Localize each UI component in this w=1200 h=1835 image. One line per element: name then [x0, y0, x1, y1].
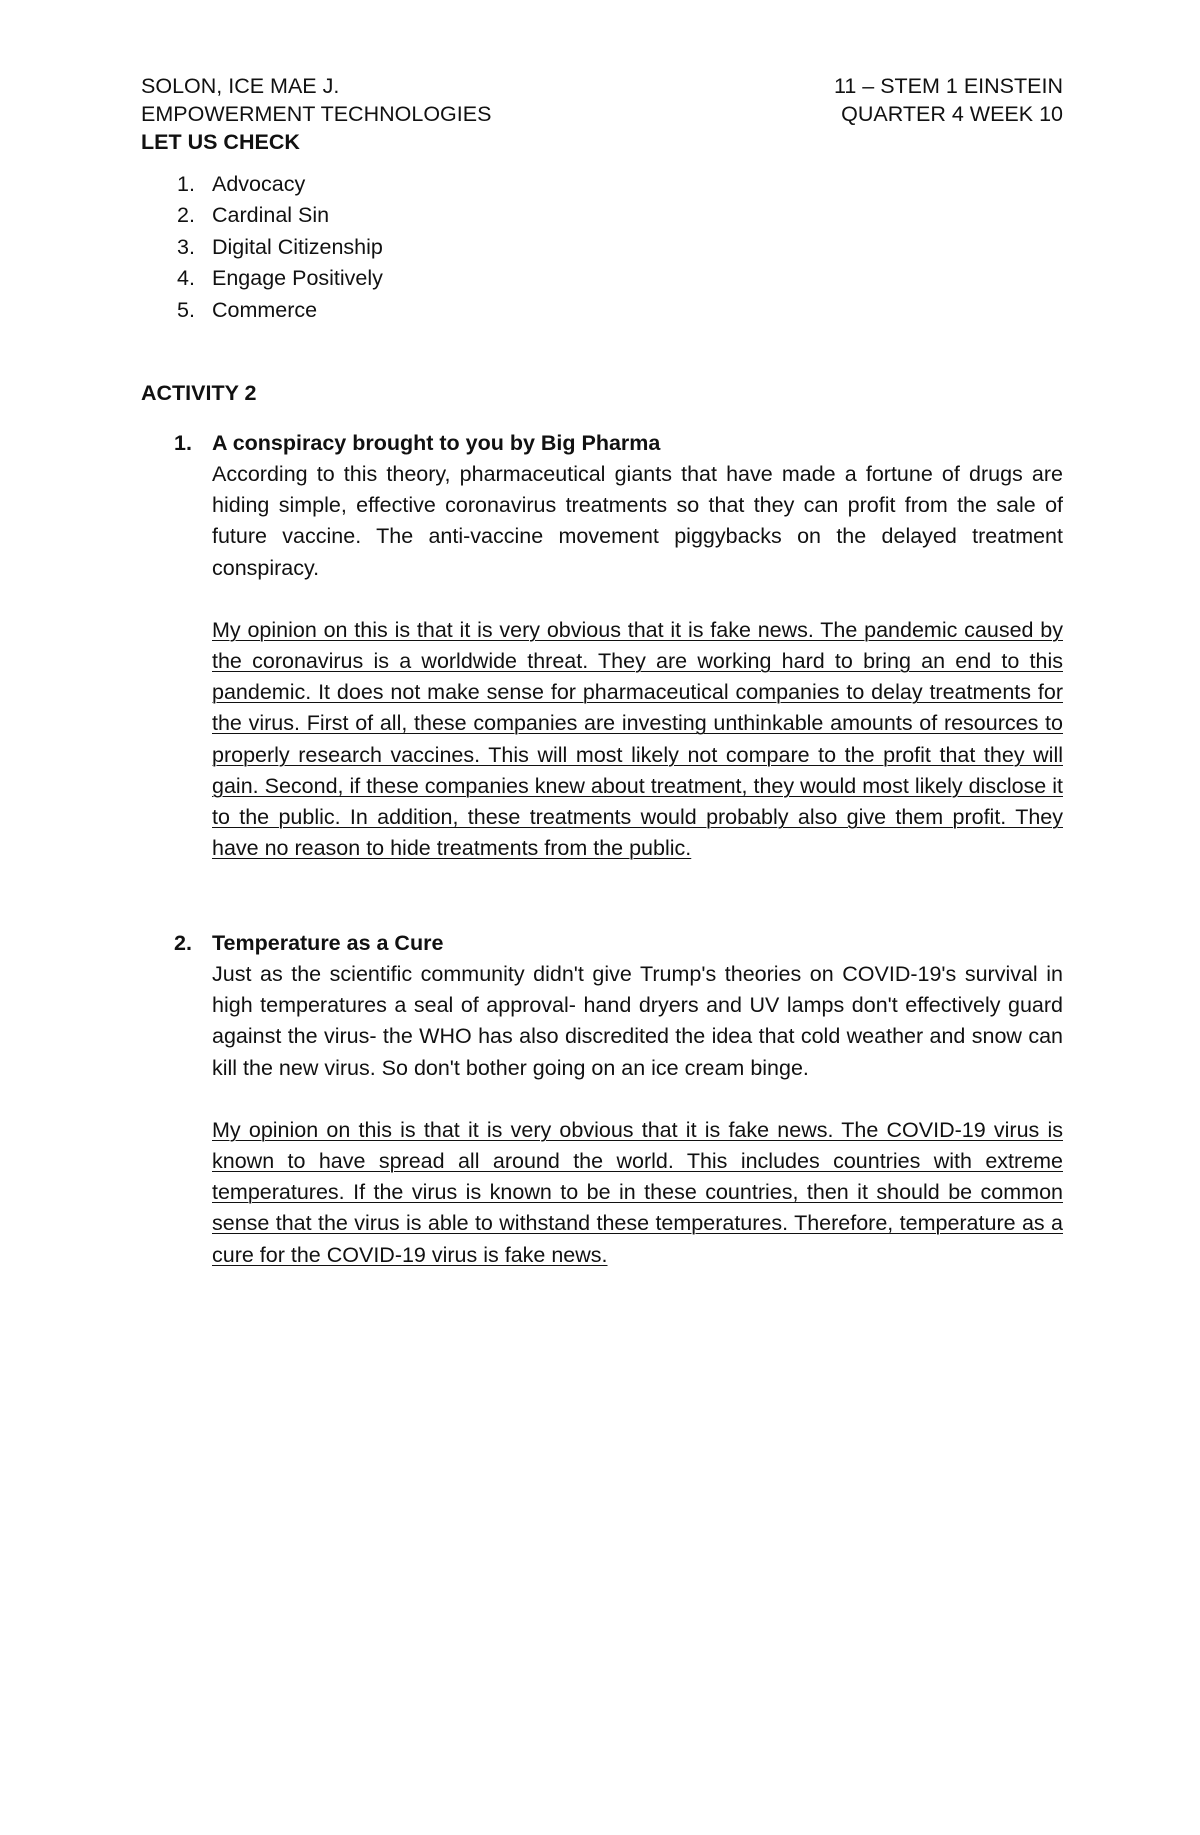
activity-item-heading: Temperature as a Cure [212, 931, 444, 955]
activity-number: 2. [174, 931, 192, 955]
activity-number: 1. [174, 431, 192, 455]
list-number: 4. [177, 266, 195, 291]
activity-item-heading-row [141, 928, 1063, 959]
header-row-1 [141, 72, 1063, 100]
list-item [141, 169, 1063, 200]
activity-item-opinion: My opinion on this is that it is very obvious that it is fake news. The COVID-19 virus is known to have spread all around the world. This includes countries with extreme temperatures. If the virus is known to be in these countries, then it should be common sense that the virus is able to withstand these temperatures. Therefore, temperature as a cure for the COVID-19 virus is fake news. [212, 1117, 1063, 1267]
list-number: 2. [177, 203, 195, 228]
list-item-text: Digital Citizenship [212, 234, 383, 259]
activity-item-heading-row [141, 428, 1063, 459]
list-number: 3. [177, 234, 195, 259]
list-item-text: Advocacy [212, 172, 306, 196]
list-item [141, 232, 1063, 263]
subject-name: EMPOWERMENT TECHNOLOGIES [141, 102, 492, 126]
activity-item-opinion: My opinion on this is that it is very obvious that it is fake news. The pandemic caused by the coronavirus is a worldwide threat. They are working hard to bring an end to this pandemic. It does not make sense for pharmaceutical companies to delay treatments for the virus. First of all, these companies are investing unthinkable amounts of resources to properly research vaccines. This will most likely not compare to the profit that they will gain. Second, if these companies knew about treatment, they would most likely disclose it to the public. In addition, these treatments would probably also give them profit. They have no reason to hide treatments from the public. [212, 617, 1063, 861]
list-item-text: Commerce [212, 297, 318, 322]
activity-item-description: Just as the scientific community didn't give Trump's theories on COVID-19's survival in high temperatures a seal of approval- hand dryers and UV lamps don't effectively guard against the virus- the WHO has also discredited the idea that cold weather and snow can kill the new virus. So don't bother going on an ice cream binge. [212, 962, 1063, 1080]
activity-item-description: According to this theory, pharmaceutical giants that have made a fortune of drugs are hiding simple, effective coronavirus treatments so that they can profit from the sale of future vaccine. The anti-vaccine movement piggybacks on the delayed treatment conspiracy. [212, 462, 1063, 580]
let-us-check-heading: LET US CHECK [141, 130, 300, 154]
activity-item-2 [141, 928, 1063, 1271]
let-us-check-list [141, 169, 1063, 326]
list-item [141, 263, 1063, 294]
student-section: 11 – STEM 1 EINSTEIN [833, 74, 1063, 98]
activity-item-1 [141, 428, 1063, 864]
activity-2-heading: ACTIVITY 2 [141, 381, 257, 405]
list-number: 1. [177, 172, 195, 196]
list-item [141, 200, 1063, 231]
student-name: SOLON, ICE MAE J. [141, 74, 340, 98]
list-item-text: Cardinal Sin [212, 203, 330, 228]
activity-item-heading: A conspiracy brought to you by Big Pharma [212, 431, 661, 455]
list-number: 5. [177, 297, 195, 322]
list-item-text: Engage Positively [212, 266, 383, 291]
header-row-2 [141, 100, 1063, 128]
document-header [141, 72, 1063, 128]
quarter-week: QUARTER 4 WEEK 10 [841, 102, 1063, 126]
list-item [141, 295, 1063, 326]
